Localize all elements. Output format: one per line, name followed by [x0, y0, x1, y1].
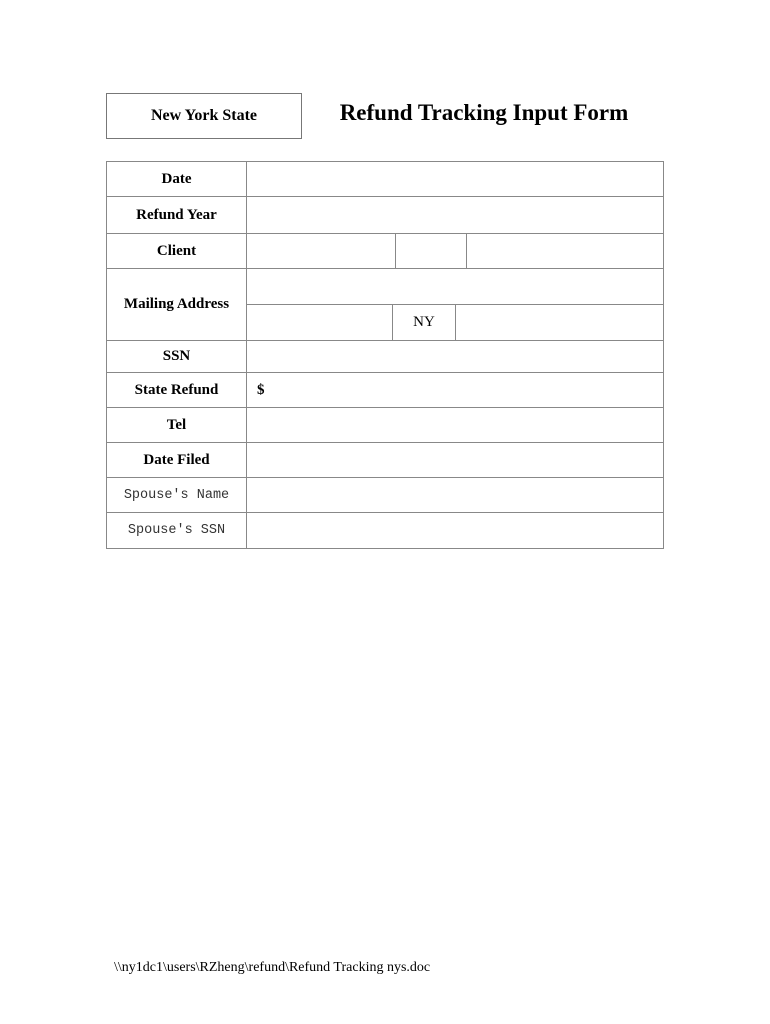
- date-filed-label-text: Date Filed: [143, 451, 210, 468]
- spouse-ssn-label: [107, 513, 247, 548]
- date-field[interactable]: [247, 162, 663, 197]
- ssn-field[interactable]: [247, 341, 663, 373]
- client-field-2[interactable]: [396, 234, 467, 269]
- refund-form-table: [106, 161, 664, 549]
- currency-symbol: $: [257, 381, 265, 398]
- client-field-1[interactable]: [247, 234, 396, 269]
- street-address-field[interactable]: [247, 269, 663, 305]
- mailing-address-label: [107, 269, 247, 341]
- client-label: [107, 234, 247, 269]
- file-path-footer: \\ny1dc1\users\RZheng\refund\Refund Tracking nys.doc: [114, 960, 431, 975]
- state-refund-field[interactable]: [247, 373, 663, 408]
- date-label-text: Date: [161, 170, 192, 187]
- tel-label: [107, 408, 247, 443]
- state-name: New York State: [150, 107, 258, 124]
- state-name-box: [106, 93, 302, 139]
- tel-field[interactable]: [247, 408, 663, 443]
- city-field[interactable]: [247, 305, 393, 341]
- date-filed-label: [107, 443, 247, 478]
- mailing-address-label-text: Mailing Address: [123, 296, 230, 312]
- client-field-3[interactable]: [467, 234, 663, 269]
- state-refund-label: [107, 373, 247, 408]
- zip-field[interactable]: [456, 305, 663, 341]
- spouse-name-label-text: Spouse's Name: [123, 487, 230, 503]
- spouse-name-field[interactable]: [247, 478, 663, 513]
- refund-year-label-text: Refund Year: [136, 206, 217, 223]
- tel-label-text: Tel: [166, 416, 187, 433]
- spouse-name-label: [107, 478, 247, 513]
- spouse-ssn-label-text: Spouse's SSN: [127, 523, 226, 538]
- refund-year-label: [107, 197, 247, 234]
- spouse-ssn-field[interactable]: [247, 513, 663, 548]
- ssn-label-text: SSN: [162, 348, 191, 364]
- ssn-label: [107, 341, 247, 373]
- refund-year-field[interactable]: [247, 197, 663, 234]
- client-label-text: Client: [156, 242, 197, 259]
- state-field[interactable]: [393, 305, 456, 341]
- date-label: [107, 162, 247, 197]
- date-filed-field[interactable]: [247, 443, 663, 478]
- state-value: NY: [413, 314, 435, 330]
- state-refund-label-text: State Refund: [134, 381, 219, 398]
- form-title: Refund Tracking Input Form: [339, 100, 629, 125]
